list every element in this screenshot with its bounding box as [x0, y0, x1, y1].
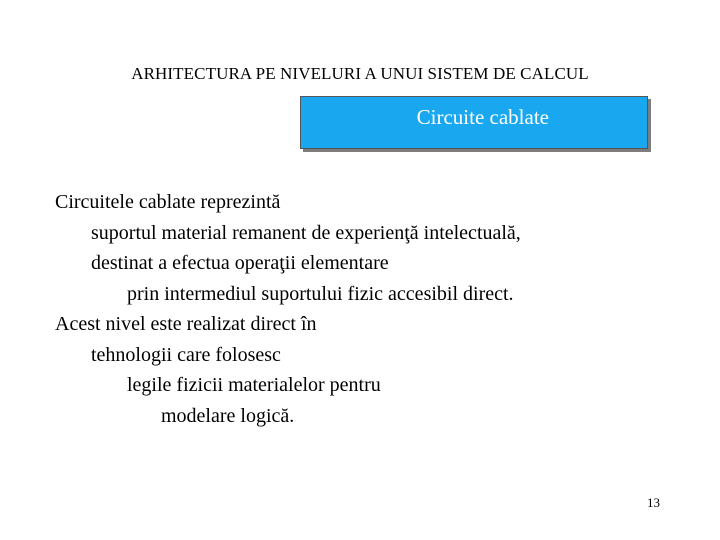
body-line: suportul material remanent de experienţă intelectuală,	[91, 221, 521, 244]
section-label: Circuite cablate	[416, 105, 549, 129]
body-line: legile fizicii materialelor pentru	[127, 374, 381, 396]
page-number: 13	[647, 495, 660, 510]
body-line: tehnologii care folosesc	[91, 343, 281, 366]
body-line: Circuitele cablate reprezintă	[55, 191, 281, 213]
body-line: Acest nivel este realizat direct în	[55, 313, 317, 335]
body-line: modelare logică.	[161, 404, 295, 427]
slide-title: ARHITECTURA PE NIVELURI A UNUI SISTEM DE CALCUL	[131, 64, 589, 83]
section-label-box	[300, 96, 648, 149]
slide-body	[55, 187, 695, 431]
body-line: destinat a efectua operaţii elementare	[91, 252, 389, 274]
body-line: prin intermediul suportului fizic accesibil direct.	[127, 282, 514, 305]
